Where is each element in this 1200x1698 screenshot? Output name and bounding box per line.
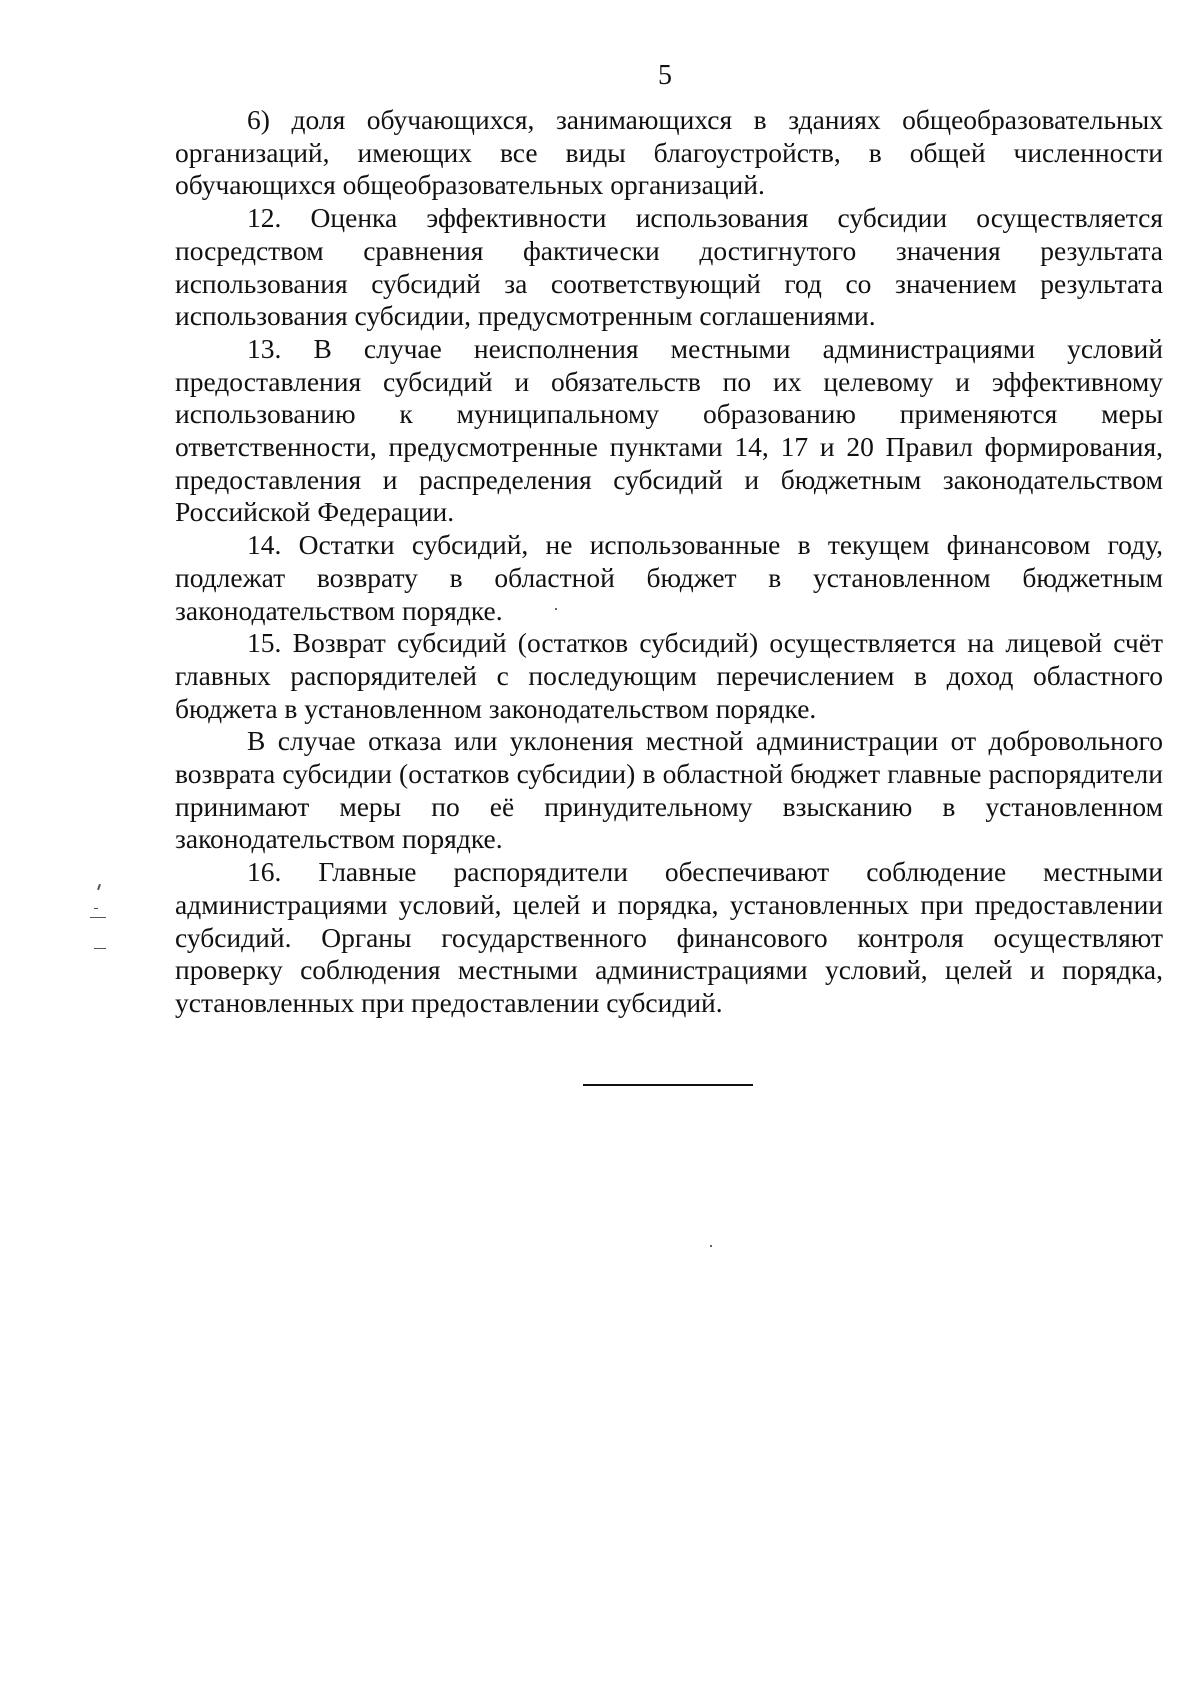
document-body xyxy=(175,104,1163,1020)
paragraph-section-15: 15. Возврат субсидий (остатков субсидий) осуществляется на лицевой счёт главных распорядителей с последующим перечислением в доход областного бюджета в установленном законодательством порядке. xyxy=(175,627,1163,724)
end-separator-line xyxy=(583,1084,753,1086)
margin-scan-mark xyxy=(90,917,106,918)
margin-scan-mark xyxy=(94,908,98,909)
paragraph-section-15-continued: В случае отказа или уклонения местной администрации от добровольного возврата субсидии (остатков субсидии) в областной бюджет главные распорядители принимают меры по её принудительному взысканию в установленном законодательством порядке. xyxy=(175,725,1163,855)
paragraph-section-13: 13. В случае неисполнения местными администрациями условий предоставления субсидий и обязательств по их целевому и эффективному использованию к муниципальному образованию применяются меры ответственности, предусмотренные пунктами 14, 17 и 20 Правил формирования, предоставления и распределения субсидий и бюджетным законодательством Российской Федерации. xyxy=(175,332,1163,528)
paragraph-item-6: 6) доля обучающихся, занимающихся в зданиях общеобразовательных организаций, имеющих все виды благоустройств, в общей численности обучающихся общеобразовательных организаций. xyxy=(175,104,1163,201)
paragraph-section-12: 12. Оценка эффективности использования субсидии осуществляется посредством сравнения фактически достигнутого значения результата использования субсидий за соответствующий год со значением результата использования субсидии, предусмотренным соглашениями. xyxy=(175,202,1163,332)
paragraph-section-14: 14. Остатки субсидий, не использованные в текущем финансовом году, подлежат возврату в областной бюджет в установленном бюджетным законодательством порядке. xyxy=(175,529,1163,626)
paragraph-section-16: 16. Главные распорядители обеспечивают соблюдение местными администрациями условий, целей и порядка, установленных при предоставлении субсидий. Органы государственного финансового контроля осуществляют проверку соблюдения местными администрациями условий, целей и порядка, установленных при предоставлении субсидий. xyxy=(175,856,1163,1018)
scan-speck xyxy=(555,608,557,610)
margin-scan-mark xyxy=(94,948,106,949)
page-number: 5 xyxy=(658,60,672,91)
margin-scan-mark xyxy=(97,884,101,890)
scan-speck xyxy=(710,1245,712,1247)
